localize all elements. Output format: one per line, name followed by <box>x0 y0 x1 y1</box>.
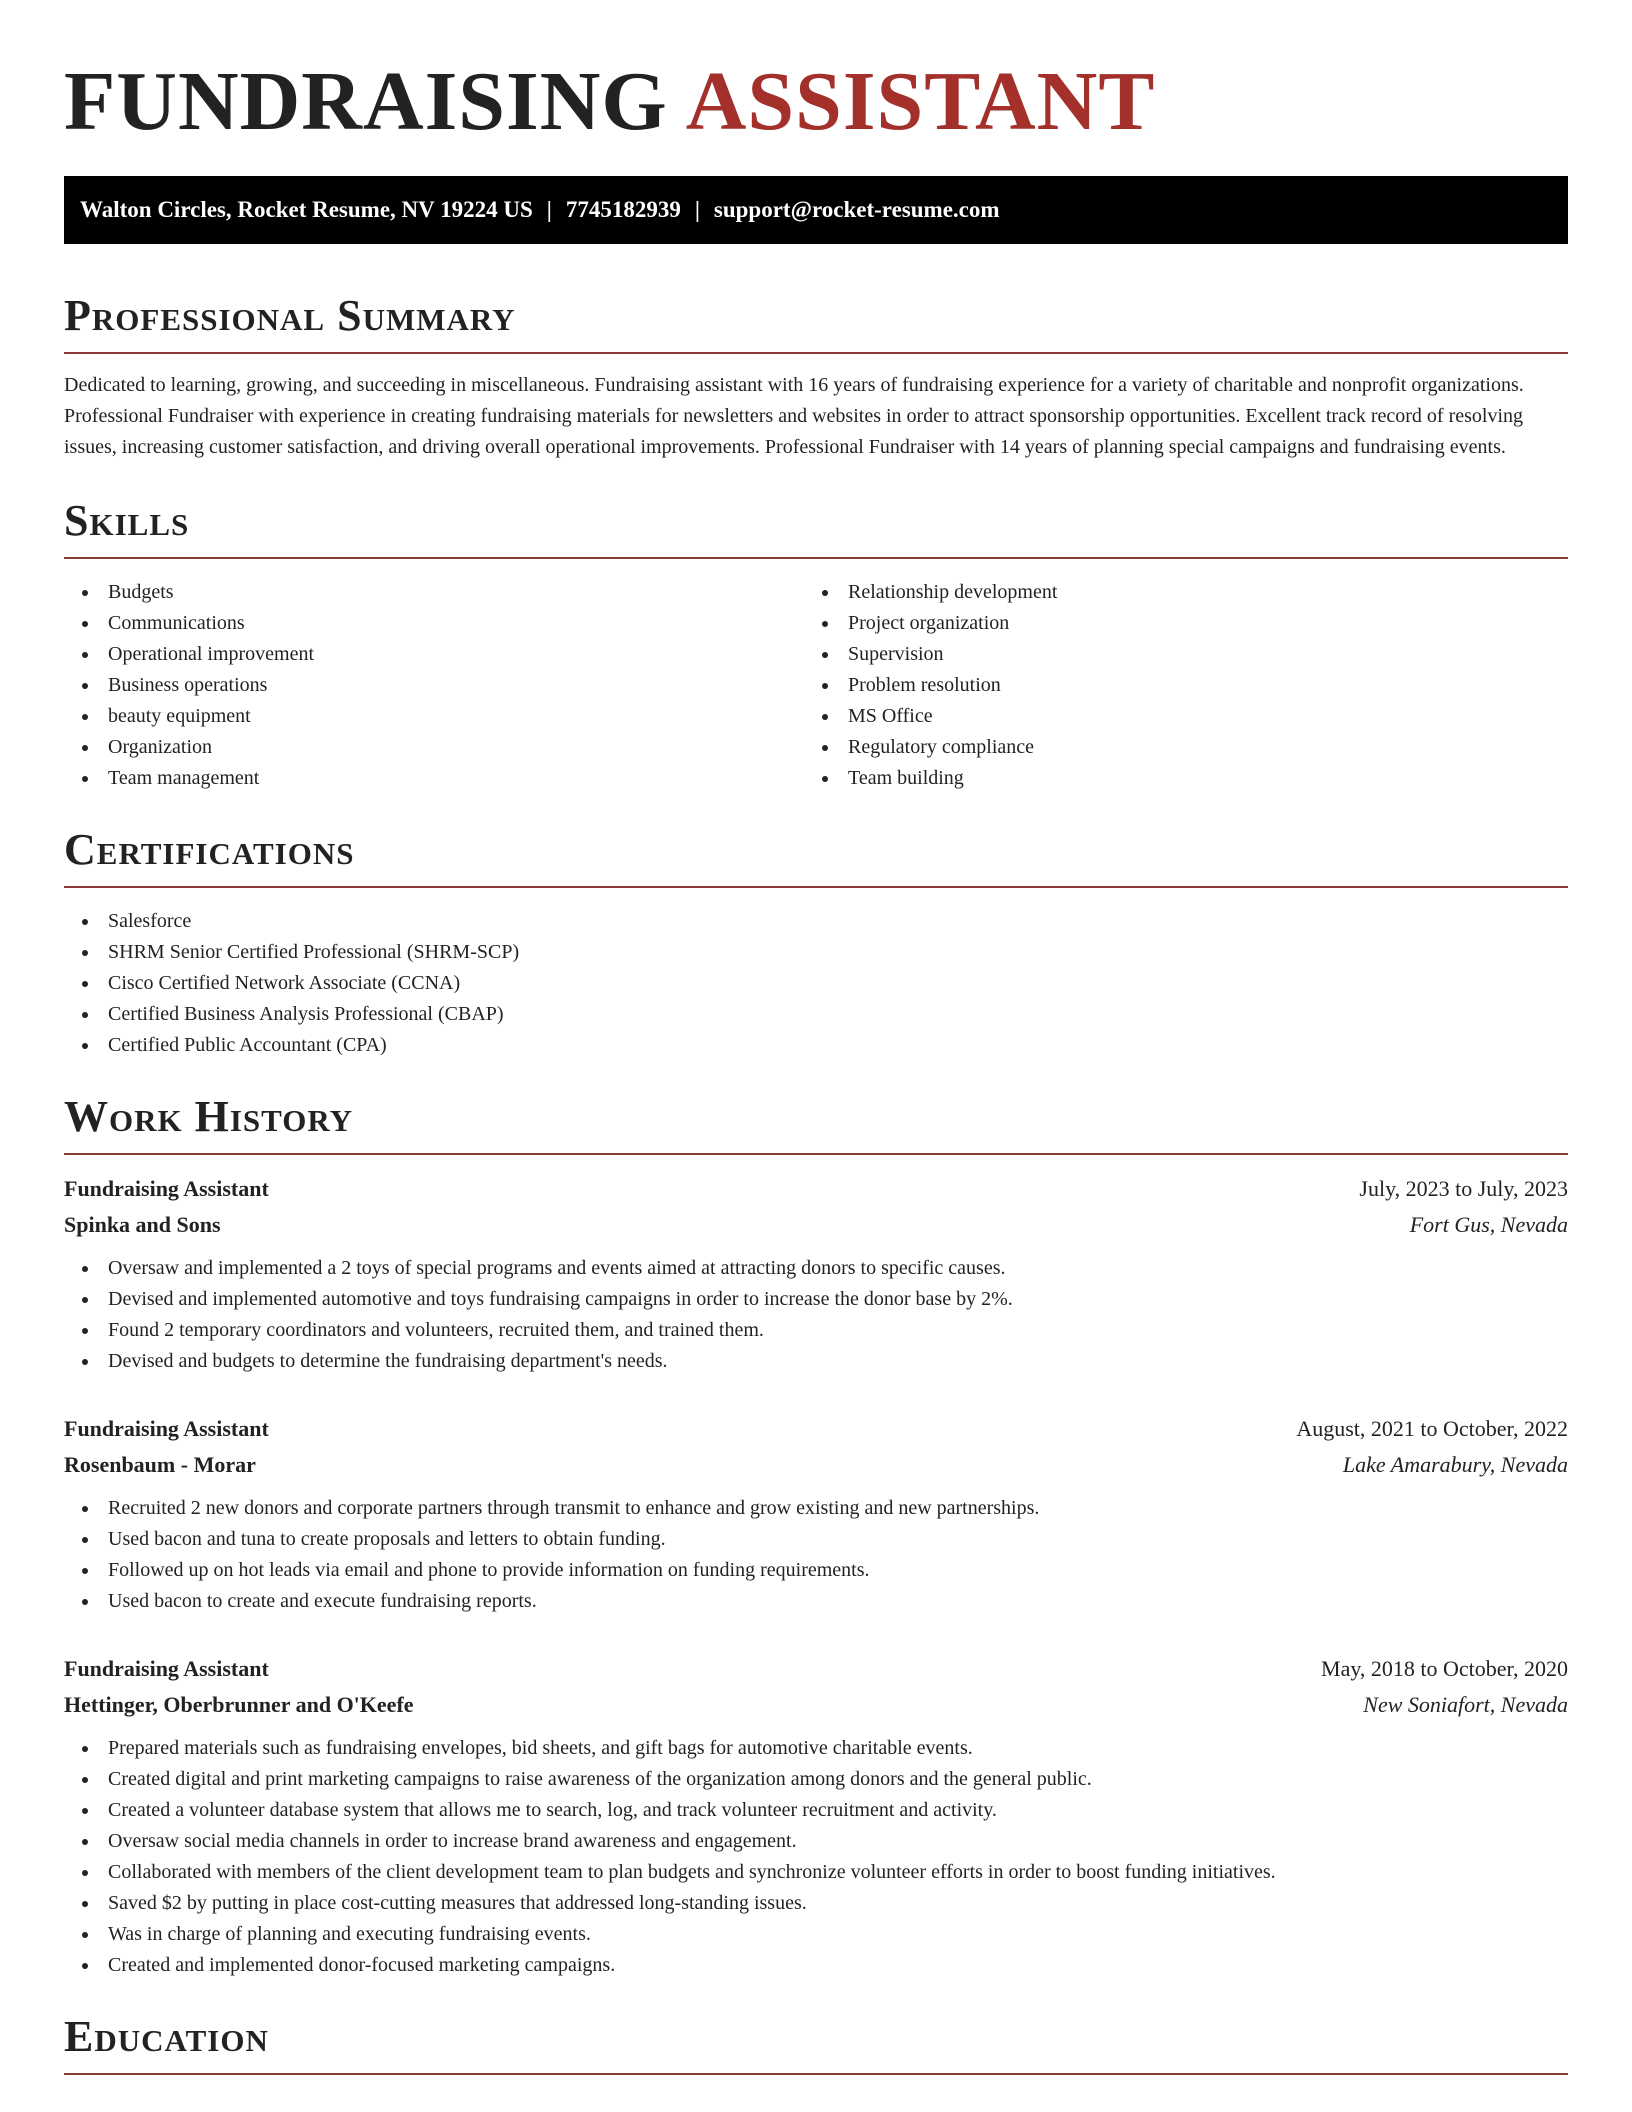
education-heading: Education <box>64 2012 269 2061</box>
skill-item: Team management <box>64 763 804 794</box>
job-bullet: Created digital and print marketing campaigns to raise awareness of the organization among donors and the general public. <box>64 1764 1568 1795</box>
job-bullet: Collaborated with members of the client development team to plan budgets and synchronize volunteer efforts in order to boost funding initiatives. <box>64 1857 1568 1888</box>
skill-item: Relationship development <box>804 577 1544 608</box>
job-bullet-list <box>64 1253 1568 1377</box>
contact-bar <box>64 176 1568 244</box>
summary-heading: Professional Summary <box>64 291 516 340</box>
summary-text: Dedicated to learning, growing, and succeeding in miscellaneous. Fundraising assistant with 16 years of fundraising experience for a variety of charitable and nonprofit organizations. Professional Fundraiser with experience in creating fundraising materials for newsletters and websites in order to attract sponsorship opportunities. Excellent track record of resolving issues, increasing customer satisfaction, and driving overall operational improvements. Professional Fundraiser with 14 years of planning special campaigns and fundraising events. <box>64 374 1524 458</box>
job-bullet: Recruited 2 new donors and corporate partners through transmit to enhance and grow existing and new partnerships. <box>64 1493 1568 1524</box>
job-bullet: Created a volunteer database system that allows me to search, log, and track volunteer recruitment and activity. <box>64 1795 1568 1826</box>
skill-item: Communications <box>64 608 804 639</box>
job-bullet: Used bacon to create and execute fundraising reports. <box>64 1586 1568 1617</box>
summary-section <box>64 290 1568 463</box>
section-divider <box>64 2073 1568 2075</box>
job-company-row <box>64 1447 1568 1483</box>
contact-email: support@rocket-resume.com <box>713 197 1000 222</box>
certification-item: SHRM Senior Certified Professional (SHRM-SCP) <box>64 937 1568 968</box>
job-bullet: Prepared materials such as fundraising envelopes, bid sheets, and gift bags for automotive charitable events. <box>64 1733 1568 1764</box>
job-header-row <box>64 1411 1568 1447</box>
certification-item: Certified Business Analysis Professional (CBAP) <box>64 999 1568 1030</box>
section-divider <box>64 557 1568 559</box>
job-title: Fundraising Assistant <box>64 1176 269 1201</box>
job-bullet: Found 2 temporary coordinators and volunteers, recruited them, and trained them. <box>64 1315 1568 1346</box>
job-bullet-list <box>64 1733 1568 1981</box>
job-bullet: Created and implemented donor-focused marketing campaigns. <box>64 1950 1568 1981</box>
skill-item: Team building <box>804 763 1544 794</box>
job-bullet: Was in charge of planning and executing fundraising events. <box>64 1919 1568 1950</box>
skill-item: MS Office <box>804 701 1544 732</box>
skill-item: beauty equipment <box>64 701 804 732</box>
job-bullet-list <box>64 1493 1568 1617</box>
section-divider <box>64 1153 1568 1155</box>
job-entry <box>64 1651 1568 1981</box>
job-entry <box>64 1411 1568 1617</box>
job-company: Rosenbaum - Morar <box>64 1452 256 1477</box>
education-section <box>64 2011 1568 2075</box>
skill-item: Organization <box>64 732 804 763</box>
job-header-row <box>64 1171 1568 1207</box>
skill-item: Problem resolution <box>804 670 1544 701</box>
certification-item: Salesforce <box>64 906 1568 937</box>
resume-title <box>64 0 1568 148</box>
job-location: Fort Gus, Nevada <box>1409 1212 1568 1237</box>
job-dates: May, 2018 to October, 2020 <box>1321 1656 1568 1681</box>
contact-address: Walton Circles, Rocket Resume, NV 19224 US <box>80 197 533 222</box>
resume-page <box>64 0 1568 2075</box>
job-company-row <box>64 1207 1568 1243</box>
job-bullet: Followed up on hot leads via email and phone to provide information on funding requirements. <box>64 1555 1568 1586</box>
skill-item: Project organization <box>804 608 1544 639</box>
skills-section <box>64 495 1568 794</box>
job-company-row <box>64 1687 1568 1723</box>
certification-item: Certified Public Accountant (CPA) <box>64 1030 1568 1061</box>
certifications-heading: Certifications <box>64 825 355 874</box>
job-entry <box>64 1171 1568 1377</box>
contact-phone: 7745182939 <box>565 197 681 222</box>
job-bullet: Saved $2 by putting in place cost-cutting measures that addressed long-standing issues. <box>64 1888 1568 1919</box>
certification-item: Cisco Certified Network Associate (CCNA) <box>64 968 1568 999</box>
skill-item: Business operations <box>64 670 804 701</box>
section-divider <box>64 886 1568 888</box>
job-header-row <box>64 1651 1568 1687</box>
job-dates: August, 2021 to October, 2022 <box>1296 1416 1568 1441</box>
skills-list-right <box>804 577 1544 794</box>
work-history-section <box>64 1091 1568 1981</box>
certifications-list <box>64 906 1568 1061</box>
job-bullet: Oversaw social media channels in order to increase brand awareness and engagement. <box>64 1826 1568 1857</box>
job-title: Fundraising Assistant <box>64 1416 269 1441</box>
skill-item: Operational improvement <box>64 639 804 670</box>
job-bullet: Used bacon and tuna to create proposals and letters to obtain funding. <box>64 1524 1568 1555</box>
skill-item: Budgets <box>64 577 804 608</box>
work-history-heading: Work History <box>64 1092 354 1141</box>
skill-item: Supervision <box>804 639 1544 670</box>
skills-columns <box>64 577 1568 794</box>
contact-separator: | <box>546 197 552 222</box>
skills-heading: Skills <box>64 496 190 545</box>
title-second-word: ASSISTANT <box>685 55 1156 148</box>
certifications-section <box>64 824 1568 1061</box>
job-bullet: Devised and implemented automotive and toys fundraising campaigns in order to increase the donor base by 2%. <box>64 1284 1568 1315</box>
job-location: Lake Amarabury, Nevada <box>1342 1452 1568 1477</box>
job-company: Hettinger, Oberbrunner and O'Keefe <box>64 1692 414 1717</box>
job-dates: July, 2023 to July, 2023 <box>1359 1176 1568 1201</box>
job-company: Spinka and Sons <box>64 1212 221 1237</box>
job-location: New Soniafort, Nevada <box>1363 1692 1568 1717</box>
title-first-word: FUNDRAISING <box>64 55 668 148</box>
skill-item: Regulatory compliance <box>804 732 1544 763</box>
contact-separator: | <box>694 197 700 222</box>
skills-list-left <box>64 577 804 794</box>
job-bullet: Oversaw and implemented a 2 toys of special programs and events aimed at attracting donors to specific causes. <box>64 1253 1568 1284</box>
job-bullet: Devised and budgets to determine the fundraising department's needs. <box>64 1346 1568 1377</box>
job-title: Fundraising Assistant <box>64 1656 269 1681</box>
section-divider <box>64 352 1568 354</box>
